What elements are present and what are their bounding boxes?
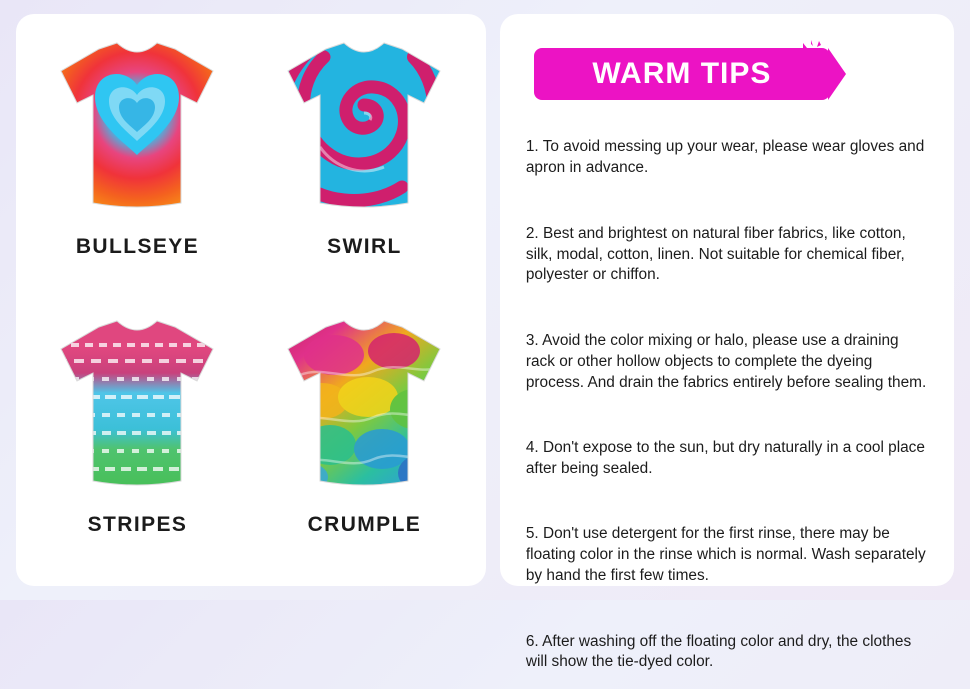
tshirt-stripes-icon [35, 302, 240, 507]
shirt-sample-bullseye [24, 24, 251, 302]
shirt-label: CRUMPLE [307, 513, 422, 536]
shirt-sample-swirl [251, 24, 478, 302]
warm-tips-banner [534, 48, 830, 100]
warm-tips-panel [500, 14, 954, 671]
tshirt-bullseye-icon [35, 24, 240, 229]
tshirt-crumple-icon [262, 302, 467, 507]
tip-item: 2. Best and brightest on natural fiber fabrics, like cotton, silk, modal, cotton, linen. Not suitable for chemical fiber, polyester or chiffon. [525, 224, 906, 284]
warm-tips-title: WARM TIPS [592, 57, 772, 90]
tshirt-swirl-icon [262, 24, 467, 229]
tip-item: 3. Avoid the color mixing or halo, please use a draining rack or other hollow objects to complete the dyeing process. And drain the fabrics entirely before sealing them. [525, 331, 927, 391]
tip-item: 5. Don't use detergent for the first rinse, there may be floating color in the rinse which is normal. Wash separately by hand the first few times. [525, 525, 926, 585]
tip-item: 1. To avoid messing up your wear, please wear gloves and apron in advance. [525, 138, 925, 177]
shirt-sample-stripes [24, 302, 251, 580]
tie-dye-styles-panel [16, 14, 486, 586]
shirt-sample-crumple [251, 302, 478, 580]
tip-item: 4. Don't expose to the sun, but dry naturally in a cool place after being sealed. [525, 439, 925, 477]
warm-tips-list [526, 122, 928, 689]
shirt-label: SWIRL [327, 235, 402, 258]
sparkle-icon [798, 39, 824, 59]
shirt-label: STRIPES [87, 513, 188, 536]
tip-item: 6. After washing off the floating color and dry, the clothes will show the tie-dyed color. [525, 632, 912, 671]
shirt-label: BULLSEYE [75, 235, 200, 258]
